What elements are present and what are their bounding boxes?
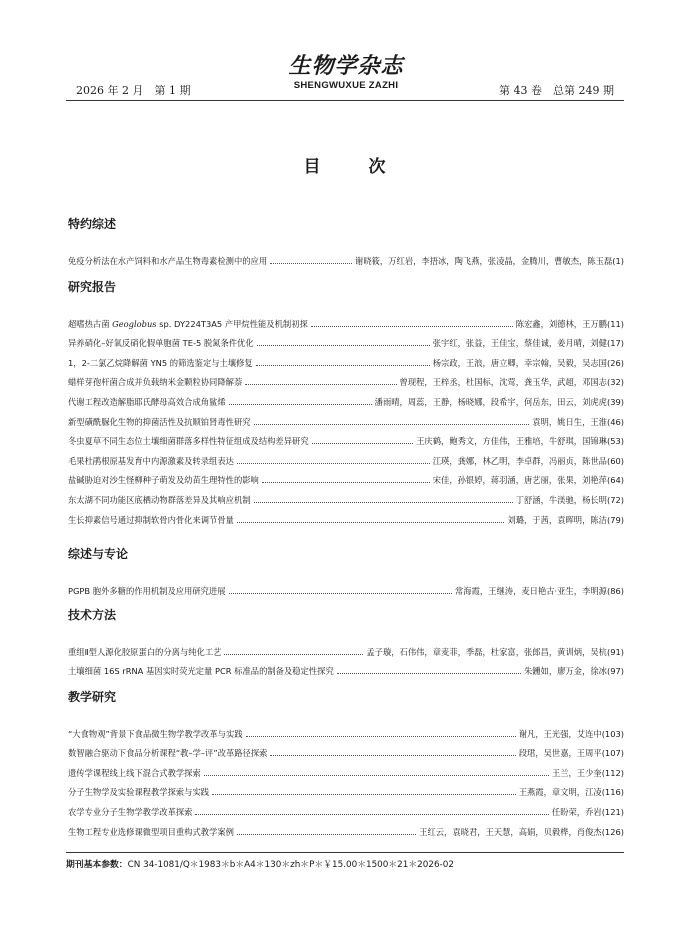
toc-entry[interactable] (68, 486, 624, 506)
section-methods (68, 606, 624, 677)
entry-title: 代谢工程改造解脂耶氏酵母高效合成角鲨烯 (68, 396, 226, 407)
journal-header (66, 52, 624, 101)
section-heading: 研究报告 (68, 280, 117, 294)
entry-authors: 王兰，王少奎(112) (551, 767, 624, 778)
entry-authors: 谢晓筱，万红岩，李捂冰，陶飞燕，张凌晶，金腾川，曹敏杰，陈玉磊(1) (355, 255, 624, 266)
dot-leader (311, 326, 513, 327)
entry-title: “大食物观”背景下食品微生物学教学改革与实践 (68, 728, 243, 739)
toc-entry[interactable] (68, 447, 624, 467)
dot-leader (237, 834, 416, 835)
entry-title: 土壤细菌 16S rRNA 基因实时荧光定量 PCR 标准品的制备及稳定性探究 (68, 666, 334, 677)
entry-authors: 任盼荣，乔岩(121) (551, 806, 624, 817)
entry-title: 毛果杜鹃根原基发育中内源激素及转录组表达 (68, 455, 234, 466)
toc-entry[interactable] (68, 818, 624, 838)
journal-title-cn: 生物学杂志 (288, 53, 404, 79)
entry-authors: 丁舒涵，牛渼驰，杨长明(72) (515, 494, 624, 505)
entry-title: 分子生物学及实验课程教学探索与实践 (68, 787, 210, 798)
toc-title: 目次 (303, 157, 434, 177)
parameters-value: CN 34-1081/Q＊1983＊b＊A4＊130＊zh＊P＊￥15.00＊1500＊21＊2026-02 (127, 860, 454, 870)
toc-entry[interactable] (68, 779, 624, 799)
toc-entry[interactable] (68, 349, 624, 369)
entry-title: 免疫分析法在水产饲料和水产品生物毒素检测中的应用 (68, 255, 268, 266)
toc-entry[interactable] (68, 740, 624, 760)
dot-leader (312, 443, 414, 444)
entry-authors: 孟子璇，石伟伟，章麦菲，季磊，杜家富，张郎昌，黄训炳，吴杭(91) (366, 646, 624, 657)
dot-leader (254, 502, 513, 503)
dot-leader (262, 482, 430, 483)
toc-entry[interactable] (68, 658, 624, 678)
entry-authors: 王燕霞，章文明，江凌(116) (518, 787, 624, 798)
section-teaching (68, 688, 624, 838)
dot-leader (337, 673, 521, 674)
entry-authors: 朱鑂如，廖万金，徐冰(97) (523, 666, 624, 677)
section-reviews (68, 545, 624, 597)
entry-authors: 王庆鹤，鲍秀文，方佳伟，王雅培，牛舒琪，国锦琳(53) (416, 436, 624, 447)
toc-entry[interactable] (68, 638, 624, 658)
entry-authors: 常海霞，王继涛，麦日艳古·亚生，李明源(86) (454, 585, 624, 596)
entry-authors: 张宇红，张益，王佳宝，蔡佳诚，姜月晴，刘健(17) (432, 338, 624, 349)
entry-title: 生长抑素信号通过抑制软骨内骨化来调节骨量 (68, 514, 234, 525)
entry-title: 数智融合驱动下食品分析课程“教–学–评”改革路径探索 (68, 748, 268, 759)
entry-authors: 曾现程，王梓丞，杜国标，沈莺，龚玉华，武超，邓国志(32) (399, 377, 624, 388)
entry-title: 盐碱胁迫对沙生怪柳种子萌发及幼苗生理特性的影响 (68, 475, 259, 486)
entry-title: 超嗜热古菌 Geoglobus sp. DY224T3A5 产甲烷性能及机制初探 (68, 318, 308, 329)
entry-title: 农学专业分子生物学教学改革探索 (68, 806, 193, 817)
section-special-review (68, 215, 624, 267)
issue-date: 2026 年 2 月 第 1 期 (76, 84, 191, 97)
entry-authors: 刘璐，于茜，袁晖明，陈洁(79) (507, 514, 624, 525)
entry-title: 遗传学课程线上线下混合式教学探索 (68, 767, 201, 778)
journal-parameters (66, 852, 624, 870)
entry-title: 1，2-二氯乙烷降解菌 YN5 的筛选鉴定与土壤修复 (68, 357, 253, 368)
dot-leader (224, 654, 363, 655)
dot-leader (256, 365, 430, 366)
toc-entry[interactable] (68, 369, 624, 389)
journal-title-en: SHENGWUXUE ZAZHI (293, 80, 399, 91)
entry-title: 生物工程专业选修课微型项目重构式教学案例 (68, 826, 234, 837)
toc-entry[interactable] (68, 759, 624, 779)
parameters-label: 期刊基本参数： (66, 860, 128, 870)
entry-title: 重组Ⅱ型人源化胶原蛋白的分离与纯化工艺 (68, 646, 222, 657)
dot-leader (257, 345, 430, 346)
section-heading: 教学研究 (68, 690, 117, 704)
dot-leader (195, 814, 548, 815)
entry-title: 蜡样芽孢杆菌合成并负载纳米金颗粒协同降解萘 (68, 377, 243, 388)
dot-leader (254, 424, 530, 425)
entry-authors: 王红云，袁晓君，王天慧，高娟，贝毅桦，肖俊杰(126) (419, 826, 624, 837)
dot-leader (270, 755, 515, 756)
dot-leader (246, 736, 516, 737)
entry-title: 东太湖不同功能区底栖动物群落差异及其响应机制 (68, 494, 251, 505)
dot-leader (204, 775, 549, 776)
entry-authors: 袁明，姚日生，王淮(46) (532, 416, 624, 427)
toc-entry[interactable] (68, 506, 624, 526)
entry-authors: 江瑛，龚娜，林乙明，李卓群，冯丽贞，陈世品(60) (432, 455, 624, 466)
entry-authors: 潘雨晴，周蕊，王静，杨晓娜，段希宇，何岳东，田云，刘虎虎(39) (374, 396, 624, 407)
dot-leader (270, 263, 352, 264)
volume-number: 第 43 卷 总第 249 期 (499, 84, 614, 97)
dot-leader (245, 384, 396, 385)
toc-entry[interactable] (68, 798, 624, 818)
toc-entry[interactable] (68, 388, 624, 408)
journal-masthead (266, 52, 426, 91)
dot-leader (229, 404, 372, 405)
entry-title: 新型磺酰脲化生物的抑菌活性及抗顺铂肾毒性研究 (68, 416, 251, 427)
entry-title: 冬虫夏草不同生态位土壤细菌群落多样性特征组成及结构差异研究 (68, 436, 309, 447)
dot-leader (212, 794, 516, 795)
entry-authors: 宋佳，孙银婷，蒋羽涵，唐艺丽，张果，刘艳萍(64) (432, 475, 624, 486)
toc-entry[interactable] (68, 408, 624, 428)
entry-authors: 谢凡，王光强，艾连中(103) (518, 728, 624, 739)
section-research-reports (68, 278, 624, 526)
entry-authors: 段珺，吴世嘉，王周平(107) (518, 748, 624, 759)
entry-authors: 陈宏鑫，刘德林，王万鹏(11) (515, 318, 624, 329)
toc-entry[interactable] (68, 577, 624, 597)
section-heading: 综述与专论 (68, 547, 129, 561)
dot-leader (237, 463, 430, 464)
entry-title: 异养硝化–好氧反硝化假单胞菌 TE-5 脱氮条件优化 (68, 338, 254, 349)
dot-leader (229, 593, 452, 594)
section-heading: 特约综述 (68, 217, 117, 231)
toc-entry[interactable] (68, 428, 624, 448)
dot-leader (237, 522, 504, 523)
entry-title: PGPB 胞外多糖的作用机制及应用研究进展 (68, 585, 226, 596)
section-heading: 技术方法 (68, 608, 117, 622)
toc-entry[interactable] (68, 310, 624, 330)
toc-entry[interactable] (68, 330, 624, 350)
toc-entry[interactable] (68, 467, 624, 487)
entry-authors: 杨宗政，王浪，唐立卿，幸宗翰，吴毅，吴志国(26) (432, 357, 624, 368)
toc-entry[interactable] (68, 720, 624, 740)
toc-entry[interactable] (68, 247, 624, 267)
